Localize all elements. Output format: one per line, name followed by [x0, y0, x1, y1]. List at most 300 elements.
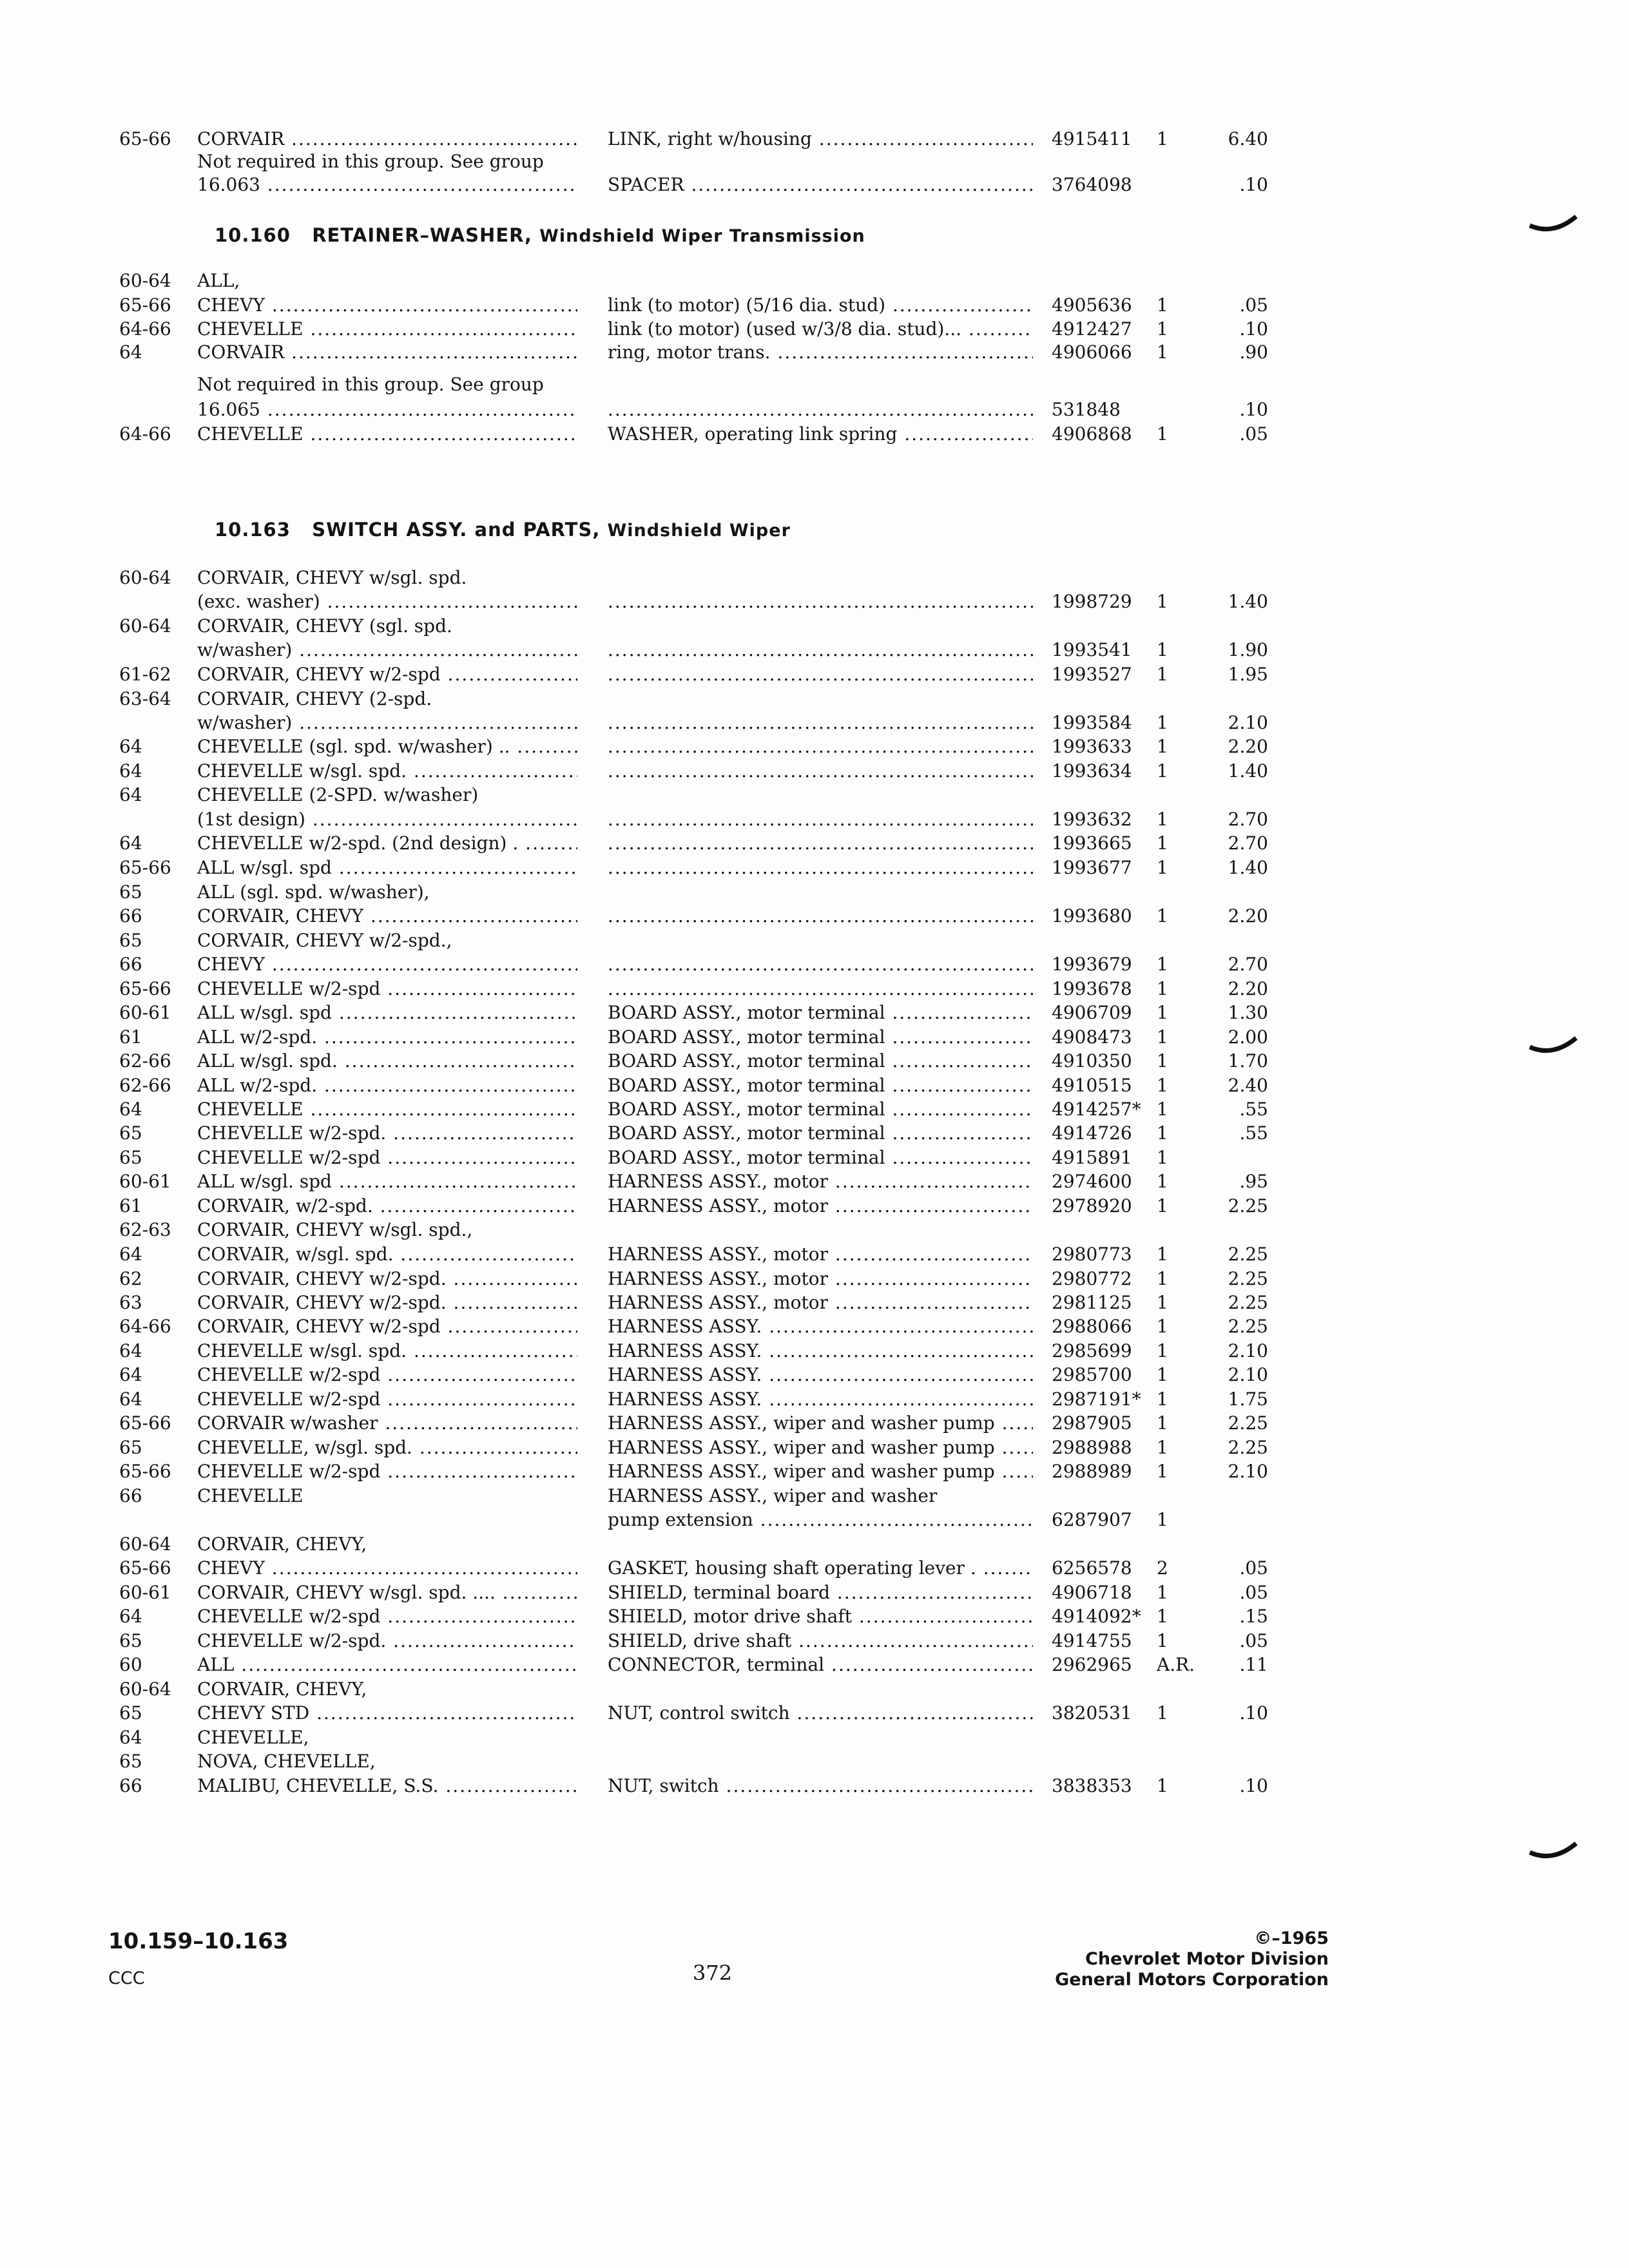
table-row: [0, 1725, 1629, 1750]
table-row: [0, 1774, 1629, 1798]
table-row: [0, 952, 1629, 977]
price-cell: .10: [1239, 1702, 1268, 1724]
model-cell: CORVAIR, w/sgl. spd. .....: [197, 1242, 577, 1267]
description-cell: HARNESS ASSY., motor .....: [608, 1291, 1033, 1315]
year-cell: 64-66: [119, 318, 171, 340]
year-cell: 64: [119, 784, 142, 805]
year-cell: 65-66: [119, 978, 171, 999]
model-cell: NOVA, CHEVELLE,: [197, 1751, 376, 1772]
description-cell: [608, 904, 1033, 928]
part-number-cell: 3838353: [1052, 1775, 1132, 1796]
model-cell: CHEVY .....: [197, 1556, 577, 1581]
part-number-cell: 4912427: [1052, 318, 1132, 340]
description-cell: SHIELD, motor drive shaft .....: [608, 1604, 1033, 1629]
quantity-cell: 1: [1157, 1122, 1168, 1144]
section-subtitle: Windshield Wiper Transmission: [539, 226, 865, 246]
description-cell: pump extension .....: [608, 1508, 1033, 1532]
description-cell: [608, 759, 1033, 783]
part-number-cell: 4905636: [1052, 294, 1132, 316]
year-cell: 66: [119, 1775, 142, 1796]
model-cell: CORVAIR, CHEVY w/sgl. spd. .... .....: [197, 1581, 577, 1605]
part-number-cell: 1993677: [1052, 857, 1132, 878]
model-cell: CHEVELLE .....: [197, 1097, 577, 1122]
price-cell: 2.20: [1228, 905, 1268, 927]
year-cell: 60-64: [119, 615, 171, 637]
model-cell: CHEVELLE w/2-spd .....: [197, 1363, 577, 1387]
binder-hole-mark: [1527, 1840, 1579, 1865]
quantity-cell: 1: [1157, 809, 1168, 830]
model-cell: CORVAIR, CHEVY w/sgl. spd.: [197, 567, 467, 588]
division-name: Chevrolet Motor Division: [1085, 1949, 1329, 1969]
price-cell: 1.40: [1228, 857, 1268, 878]
table-row: [0, 1532, 1629, 1557]
quantity-cell: 1: [1157, 1292, 1168, 1313]
part-number-cell: 4906718: [1052, 1582, 1132, 1603]
price-cell: 2.10: [1228, 1364, 1268, 1385]
model-cell: CORVAIR, CHEVY .....: [197, 904, 577, 928]
quantity-cell: 1: [1157, 1075, 1168, 1096]
part-number-cell: 2987191*: [1052, 1389, 1141, 1410]
section-title: SWITCH ASSY. and PARTS,: [312, 519, 601, 541]
table-row: [0, 1121, 1629, 1146]
description-cell: HARNESS ASSY., motor .....: [608, 1169, 1033, 1194]
year-cell: 64-66: [119, 1316, 171, 1337]
model-cell: CHEVELLE w/2-spd .....: [197, 1387, 577, 1412]
model-cell: CORVAIR, CHEVY w/2-spd.,: [197, 930, 452, 951]
model-cell: w/washer) .....: [197, 638, 577, 662]
description-cell: BOARD ASSY., motor terminal .....: [608, 1121, 1033, 1146]
description-cell: HARNESS ASSY., wiper and washer pump .....: [608, 1459, 1033, 1484]
price-cell: 2.25: [1228, 1412, 1268, 1434]
model-cell: CORVAIR w/washer .....: [197, 1411, 577, 1436]
model-cell: CHEVELLE w/2-spd .....: [197, 1146, 577, 1170]
description-cell: BOARD ASSY., motor terminal .....: [608, 1097, 1033, 1122]
description-cell: SHIELD, terminal board .....: [608, 1581, 1033, 1605]
table-row: [0, 1556, 1629, 1581]
model-cell: ALL w/2-spd. .....: [197, 1073, 577, 1098]
table-row: [0, 566, 1629, 590]
year-cell: 64-66: [119, 423, 171, 445]
part-number-cell: 2981125: [1052, 1292, 1132, 1313]
table-row: [0, 398, 1629, 422]
price-cell: 1.75: [1228, 1389, 1268, 1410]
quantity-cell: 1: [1157, 1244, 1168, 1265]
model-cell: CHEVELLE w/sgl. spd. .....: [197, 1339, 577, 1363]
part-number-cell: 4906868: [1052, 423, 1132, 445]
table-row: [0, 807, 1629, 832]
quantity-cell: 1: [1157, 664, 1168, 685]
price-cell: 1.40: [1228, 591, 1268, 612]
table-row: [0, 1629, 1629, 1653]
price-cell: 2.25: [1228, 1268, 1268, 1289]
binder-hole-mark: [1527, 213, 1579, 238]
part-number-cell: 4915411: [1052, 128, 1132, 149]
price-cell: 2.70: [1228, 809, 1268, 830]
quantity-cell: 1: [1157, 423, 1168, 445]
description-cell: [608, 638, 1033, 662]
description-cell: HARNESS ASSY. .....: [608, 1314, 1033, 1339]
description-cell: BOARD ASSY., motor terminal .....: [608, 1073, 1033, 1098]
model-cell: Not required in this group. See group: [197, 151, 544, 172]
description-cell: [608, 977, 1033, 1001]
part-number-cell: 1993527: [1052, 664, 1132, 685]
table-row: [0, 1508, 1629, 1532]
quantity-cell: 1: [1157, 1147, 1168, 1168]
description-cell: SPACER .....: [608, 173, 1033, 197]
quantity-cell: 1: [1157, 128, 1168, 149]
price-cell: .95: [1239, 1171, 1268, 1192]
model-cell: CHEVY .....: [197, 952, 577, 977]
part-number-cell: 3820531: [1052, 1702, 1132, 1724]
quantity-cell: 1: [1157, 1050, 1168, 1072]
model-cell: ALL w/sgl. spd .....: [197, 1001, 577, 1025]
price-cell: 2.70: [1228, 832, 1268, 854]
table-row: [0, 662, 1629, 687]
quantity-cell: 1: [1157, 1268, 1168, 1289]
part-number-cell: 4906066: [1052, 341, 1132, 363]
model-cell: w/washer) .....: [197, 711, 577, 735]
year-cell: 65: [119, 1437, 142, 1458]
group-range: 10.159–10.163: [108, 1928, 289, 1954]
table-row: [0, 1267, 1629, 1291]
year-cell: 64: [119, 1364, 142, 1385]
model-cell: MALIBU, CHEVELLE, S.S. .....: [197, 1774, 577, 1798]
quantity-cell: 1: [1157, 760, 1168, 782]
price-cell: .05: [1239, 294, 1268, 316]
model-cell: (exc. washer) .....: [197, 590, 577, 614]
year-cell: 65-66: [119, 1557, 171, 1579]
price-cell: .90: [1239, 341, 1268, 363]
table-row: [0, 735, 1629, 759]
binder-hole-mark: [1527, 1034, 1579, 1060]
table-row: [0, 1314, 1629, 1339]
description-cell: BOARD ASSY., motor terminal .....: [608, 1001, 1033, 1025]
year-cell: 60-64: [119, 270, 171, 291]
model-cell: CHEVELLE w/2-spd .....: [197, 1604, 577, 1629]
year-cell: 62: [119, 1268, 142, 1289]
quantity-cell: 1: [1157, 954, 1168, 975]
quantity-cell: 1: [1157, 591, 1168, 612]
quantity-cell: 1: [1157, 1461, 1168, 1482]
section-number: 10.163: [215, 519, 291, 541]
table-row: [0, 1701, 1629, 1725]
description-cell: HARNESS ASSY., motor .....: [608, 1194, 1033, 1218]
table-row: [0, 783, 1629, 807]
table-row: [0, 1242, 1629, 1267]
price-cell: 2.25: [1228, 1437, 1268, 1458]
table-row: [0, 1749, 1629, 1774]
page-number: 372: [693, 1961, 733, 1985]
table-row: [0, 149, 1629, 174]
part-number-cell: 1993679: [1052, 954, 1132, 975]
model-cell: CORVAIR, CHEVY w/2-spd. .....: [197, 1267, 577, 1291]
description-cell: CONNECTOR, terminal .....: [608, 1653, 1033, 1677]
table-row: [0, 1581, 1629, 1605]
description-cell: [608, 398, 1033, 422]
quantity-cell: 1: [1157, 341, 1168, 363]
model-cell: 16.063 .....: [197, 173, 577, 197]
part-number-cell: 1993632: [1052, 809, 1132, 830]
year-cell: 61: [119, 1026, 142, 1048]
quantity-cell: 1: [1157, 1509, 1168, 1530]
part-number-cell: 4914257*: [1052, 1099, 1141, 1120]
part-number-cell: 4908473: [1052, 1026, 1132, 1048]
price-cell: 6.40: [1228, 128, 1268, 149]
part-number-cell: 4914092*: [1052, 1606, 1141, 1627]
year-cell: 64: [119, 1244, 142, 1265]
table-row: [0, 127, 1629, 151]
price-cell: .10: [1239, 174, 1268, 195]
quantity-cell: 1: [1157, 639, 1168, 660]
model-cell: Not required in this group. See group: [197, 374, 544, 395]
description-cell: link (to motor) (used w/3/8 dia. stud)... .....: [608, 317, 1033, 341]
price-cell: .05: [1239, 423, 1268, 445]
part-number-cell: 1993680: [1052, 905, 1132, 927]
table-row: [0, 1146, 1629, 1170]
model-cell: CHEVELLE w/sgl. spd. .....: [197, 759, 577, 783]
model-cell: CHEVELLE w/2-spd .....: [197, 977, 577, 1001]
model-cell: CHEVELLE (sgl. spd. w/washer) .. .....: [197, 735, 577, 759]
model-cell: CHEVELLE (2-SPD. w/washer): [197, 784, 479, 805]
quantity-cell: 1: [1157, 1582, 1168, 1603]
part-number-cell: 1998729: [1052, 591, 1132, 612]
price-cell: .11: [1239, 1654, 1268, 1675]
table-row: [0, 1459, 1629, 1484]
price-cell: 2.25: [1228, 1292, 1268, 1313]
part-number-cell: 2980772: [1052, 1268, 1132, 1289]
quantity-cell: 1: [1157, 294, 1168, 316]
part-number-cell: 2978920: [1052, 1195, 1132, 1216]
year-cell: 66: [119, 954, 142, 975]
part-number-cell: 4914755: [1052, 1630, 1132, 1651]
part-number-cell: 1993665: [1052, 832, 1132, 854]
section-title: RETAINER–WASHER,: [312, 224, 533, 246]
model-cell: CHEVELLE w/2-spd. (2nd design) . .....: [197, 831, 577, 856]
table-row: [0, 614, 1629, 639]
part-number-cell: 4914726: [1052, 1122, 1132, 1144]
price-cell: 2.70: [1228, 954, 1268, 975]
table-row: [0, 590, 1629, 614]
table-row: [0, 1484, 1629, 1508]
table-row: [0, 1604, 1629, 1629]
description-cell: [608, 831, 1033, 856]
model-cell: CHEVELLE w/2-spd. .....: [197, 1629, 577, 1653]
quantity-cell: 1: [1157, 736, 1168, 757]
model-cell: ALL .....: [197, 1653, 577, 1677]
model-cell: CHEVY STD .....: [197, 1701, 577, 1725]
table-row: [0, 1291, 1629, 1315]
year-cell: 64: [119, 1099, 142, 1120]
year-cell: 65-66: [119, 857, 171, 878]
part-number-cell: 2985700: [1052, 1364, 1132, 1385]
quantity-cell: 1: [1157, 318, 1168, 340]
price-cell: .05: [1239, 1630, 1268, 1651]
part-number-cell: 2980773: [1052, 1244, 1132, 1265]
model-cell: ALL,: [197, 270, 240, 291]
model-cell: CHEVELLE, w/sgl. spd. .....: [197, 1436, 577, 1460]
description-cell: HARNESS ASSY., wiper and washer pump .....: [608, 1411, 1033, 1436]
table-row: [0, 1169, 1629, 1194]
description-cell: BOARD ASSY., motor terminal .....: [608, 1049, 1033, 1073]
description-cell: [608, 952, 1033, 977]
part-number-cell: 4910350: [1052, 1050, 1132, 1072]
table-row: [0, 687, 1629, 711]
price-cell: .15: [1239, 1606, 1268, 1627]
table-row: [0, 928, 1629, 953]
part-number-cell: 1993541: [1052, 639, 1132, 660]
part-number-cell: 2988988: [1052, 1437, 1132, 1458]
model-cell: CHEVELLE w/2-spd .....: [197, 1459, 577, 1484]
table-row: [0, 1411, 1629, 1436]
catalog-code: CCC: [108, 1968, 145, 1988]
price-cell: 2.25: [1228, 1316, 1268, 1337]
price-cell: 2.25: [1228, 1244, 1268, 1265]
model-cell: CORVAIR, CHEVY w/2-spd .....: [197, 1314, 577, 1339]
description-cell: HARNESS ASSY. .....: [608, 1387, 1033, 1412]
year-cell: 64: [119, 1389, 142, 1410]
table-row: [0, 1653, 1629, 1677]
part-number-cell: 2988066: [1052, 1316, 1132, 1337]
table-row: [0, 317, 1629, 341]
price-cell: 2.00: [1228, 1026, 1268, 1048]
model-cell: CORVAIR, CHEVY w/2-spd. .....: [197, 1291, 577, 1315]
model-cell: ALL w/sgl. spd .....: [197, 856, 577, 880]
part-number-cell: 1993634: [1052, 760, 1132, 782]
table-row: [0, 269, 1629, 293]
quantity-cell: 1: [1157, 1002, 1168, 1023]
year-cell: 61: [119, 1195, 142, 1216]
table-row: [0, 1339, 1629, 1363]
quantity-cell: 1: [1157, 905, 1168, 927]
year-cell: 60-61: [119, 1002, 171, 1023]
price-cell: 1.90: [1228, 639, 1268, 660]
model-cell: CORVAIR, CHEVY w/sgl. spd.,: [197, 1219, 473, 1240]
price-cell: .10: [1239, 1775, 1268, 1796]
quantity-cell: 1: [1157, 1775, 1168, 1796]
description-cell: [608, 711, 1033, 735]
quantity-cell: 1: [1157, 832, 1168, 854]
table-row: [0, 1194, 1629, 1218]
quantity-cell: 1: [1157, 1026, 1168, 1048]
year-cell: 61-62: [119, 664, 171, 685]
price-cell: 1.40: [1228, 760, 1268, 782]
section-subtitle: Windshield Wiper: [607, 521, 791, 541]
description-cell: WASHER, operating link spring .....: [608, 422, 1033, 447]
year-cell: 64: [119, 341, 142, 363]
quantity-cell: 1: [1157, 978, 1168, 999]
description-cell: [608, 735, 1033, 759]
model-cell: CHEVELLE w/2-spd. .....: [197, 1121, 577, 1146]
description-cell: HARNESS ASSY., motor .....: [608, 1242, 1033, 1267]
description-cell: HARNESS ASSY. .....: [608, 1339, 1033, 1363]
part-number-cell: 531848: [1052, 399, 1121, 420]
price-cell: 1.30: [1228, 1002, 1268, 1023]
model-cell: ALL (sgl. spd. w/washer),: [197, 881, 430, 903]
price-cell: 2.10: [1228, 1340, 1268, 1361]
model-cell: ALL w/sgl. spd. .....: [197, 1049, 577, 1073]
year-cell: 60-64: [119, 1678, 171, 1700]
part-number-cell: 2962965: [1052, 1654, 1132, 1675]
price-cell: .05: [1239, 1582, 1268, 1603]
year-cell: 62-66: [119, 1050, 171, 1072]
price-cell: .55: [1239, 1122, 1268, 1144]
model-cell: CHEVELLE .....: [197, 317, 577, 341]
year-cell: 65: [119, 1147, 142, 1168]
price-cell: .10: [1239, 318, 1268, 340]
table-row: [0, 880, 1629, 905]
description-cell: BOARD ASSY., motor terminal .....: [608, 1146, 1033, 1170]
description-cell: GASKET, housing shaft operating lever . .....: [608, 1556, 1033, 1581]
part-number-cell: 6256578: [1052, 1557, 1132, 1579]
description-cell: NUT, control switch .....: [608, 1701, 1033, 1725]
quantity-cell: 1: [1157, 1316, 1168, 1337]
table-row: [0, 293, 1629, 318]
model-cell: CORVAIR, CHEVY,: [197, 1678, 367, 1700]
description-cell: HARNESS ASSY., wiper and washer pump .....: [608, 1436, 1033, 1460]
quantity-cell: 1: [1157, 1606, 1168, 1627]
year-cell: 60-64: [119, 1533, 171, 1555]
part-number-cell: 1993584: [1052, 712, 1132, 733]
price-cell: 2.40: [1228, 1075, 1268, 1096]
model-cell: CORVAIR, CHEVY (2-spd.: [197, 688, 432, 709]
year-cell: 64: [119, 1606, 142, 1627]
table-row: [0, 1436, 1629, 1460]
quantity-cell: 1: [1157, 1364, 1168, 1385]
description-cell: HARNESS ASSY. .....: [608, 1363, 1033, 1387]
year-cell: 64: [119, 736, 142, 757]
quantity-cell: 1: [1157, 1437, 1168, 1458]
year-cell: 65: [119, 1751, 142, 1772]
quantity-cell: 1: [1157, 1412, 1168, 1434]
table-row: [0, 1218, 1629, 1242]
model-cell: CHEVELLE .....: [197, 422, 577, 447]
model-cell: 16.065 .....: [197, 398, 577, 422]
quantity-cell: 1: [1157, 1389, 1168, 1410]
quantity-cell: 1: [1157, 1630, 1168, 1651]
copyright: ©–1965: [1254, 1928, 1329, 1948]
quantity-cell: 1: [1157, 1099, 1168, 1120]
part-number-cell: 2988989: [1052, 1461, 1132, 1482]
price-cell: .05: [1239, 1557, 1268, 1579]
description-cell: ring, motor trans. .....: [608, 340, 1033, 365]
table-row: [0, 1363, 1629, 1387]
table-row: [0, 1073, 1629, 1098]
part-number-cell: 2987905: [1052, 1412, 1132, 1434]
year-cell: 65-66: [119, 1461, 171, 1482]
model-cell: CHEVELLE,: [197, 1727, 309, 1748]
quantity-cell: 1: [1157, 1171, 1168, 1192]
year-cell: 62-63: [119, 1219, 171, 1240]
year-cell: 60: [119, 1654, 142, 1675]
table-row: [0, 173, 1629, 197]
description-cell: [608, 856, 1033, 880]
description-cell: BOARD ASSY., motor terminal .....: [608, 1025, 1033, 1050]
part-number-cell: 4915891: [1052, 1147, 1132, 1168]
section-heading-10-160: [215, 224, 865, 246]
year-cell: 60-61: [119, 1171, 171, 1192]
part-number-cell: 3764098: [1052, 174, 1132, 195]
quantity-cell: 1: [1157, 1702, 1168, 1724]
section-heading-10-163: [215, 519, 791, 541]
model-cell: CORVAIR .....: [197, 127, 577, 151]
price-cell: 2.20: [1228, 978, 1268, 999]
quantity-cell: 1: [1157, 857, 1168, 878]
part-number-cell: 1993633: [1052, 736, 1132, 757]
model-cell: CORVAIR, CHEVY w/2-spd .....: [197, 662, 577, 687]
price-cell: 2.10: [1228, 712, 1268, 733]
quantity-cell: 1: [1157, 1195, 1168, 1216]
price-cell: 2.10: [1228, 1461, 1268, 1482]
